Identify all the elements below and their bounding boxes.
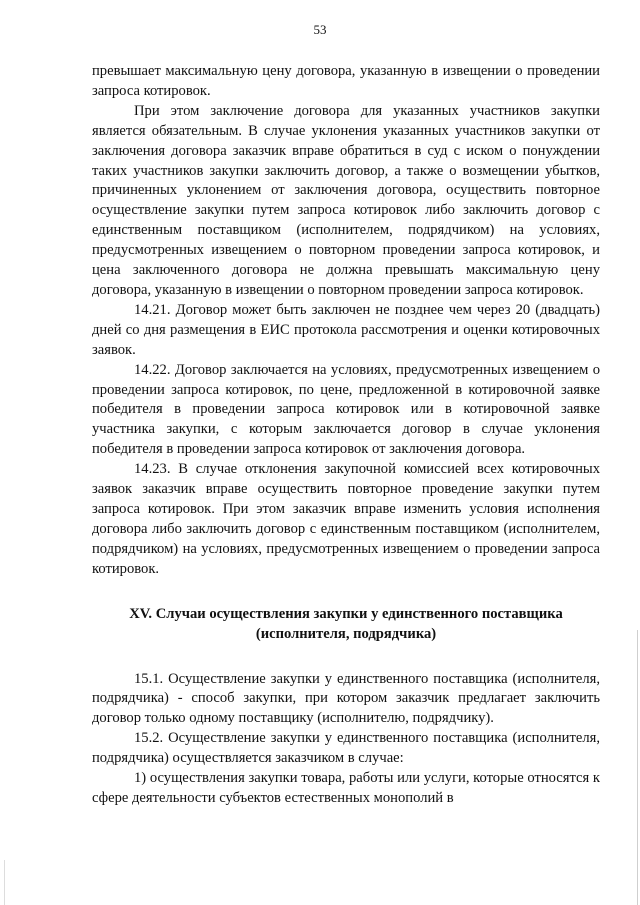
document-body [92,62,600,809]
scan-edge-line-left [4,860,5,905]
paragraph-contract-obligation: При этом заключение договора для указанных участников закупки является обязательным. В случае уклонения указанных участников закупки от заключения договора заказчик вправе обратиться в суд с иском о понуждении таких участников закупки заключить договор, а также о возмещении убытков, причиненных уклонением от заключения договора, осуществить повторное осуществление закупки путем запроса котировок либо заключить договор с единственным поставщиком (исполнителем, подрядчиком) на условиях, предусмотренных извещением о повторном проведении запроса котировок, и цена заключенного договора не должна превышать максимальную цену договора, указанную в извещении о повторном проведении запроса котировок. [92,102,600,298]
paragraph-15-2-item-1: 1) осуществления закупки товара, работы или услуги, которые относятся к сфере деятельности субъектов естественных монополий в [92,770,600,806]
paragraph-15-2: 15.2. Осуществление закупки у единственного поставщика (исполнителя, подрядчика) осуществляется заказчиком в случае: [92,730,600,767]
section-heading-line-1: XV. Случаи осуществления закупки у единственного поставщика [129,605,563,622]
paragraph-14-22: 14.22. Договор заключается на условиях, предусмотренных извещением о проведении запроса котировок, по цене, предложенной в котировочной заявке победителя в проведении запроса котировок или в котировочной заявке участника закупки, с которым заключается договор в случае уклонения победителя в проведении запроса котировок от заключения договора. [92,361,600,458]
paragraph-14-23: 14.23. В случае отклонения закупочной комиссией всех котировочных заявок заказчик вправе осуществить повторное проведение закупки путем запроса котировок. При этом заказчик вправе изменить условия исполнения договора либо заключить договор с единственным поставщиком (исполнителем, подрядчиком) на условиях, предусмотренных извещением о проведении запроса котировок. [92,461,600,577]
scan-edge-line [637,630,638,905]
paragraph-15-1: 15.1. Осуществление закупки у единственного поставщика (исполнителя, подрядчика) - способ закупки, при котором заказчик предлагает заключить договор только одному поставщику (исполнителю, подрядчику). [92,670,600,727]
paragraph-14-21: 14.21. Договор может быть заключен не позднее чем через 20 (двадцать) дней со дня размещения в ЕИС протокола рассмотрения и оценки котировочных заявок. [92,301,600,358]
page-number: 53 [313,22,327,37]
paragraph-continuation: превышает максимальную цену договора, указанную в извещении о проведении запроса котировок. [92,63,600,99]
section-heading-line-2: (исполнителя, подрядчика) [255,625,437,642]
section-heading [92,604,600,644]
